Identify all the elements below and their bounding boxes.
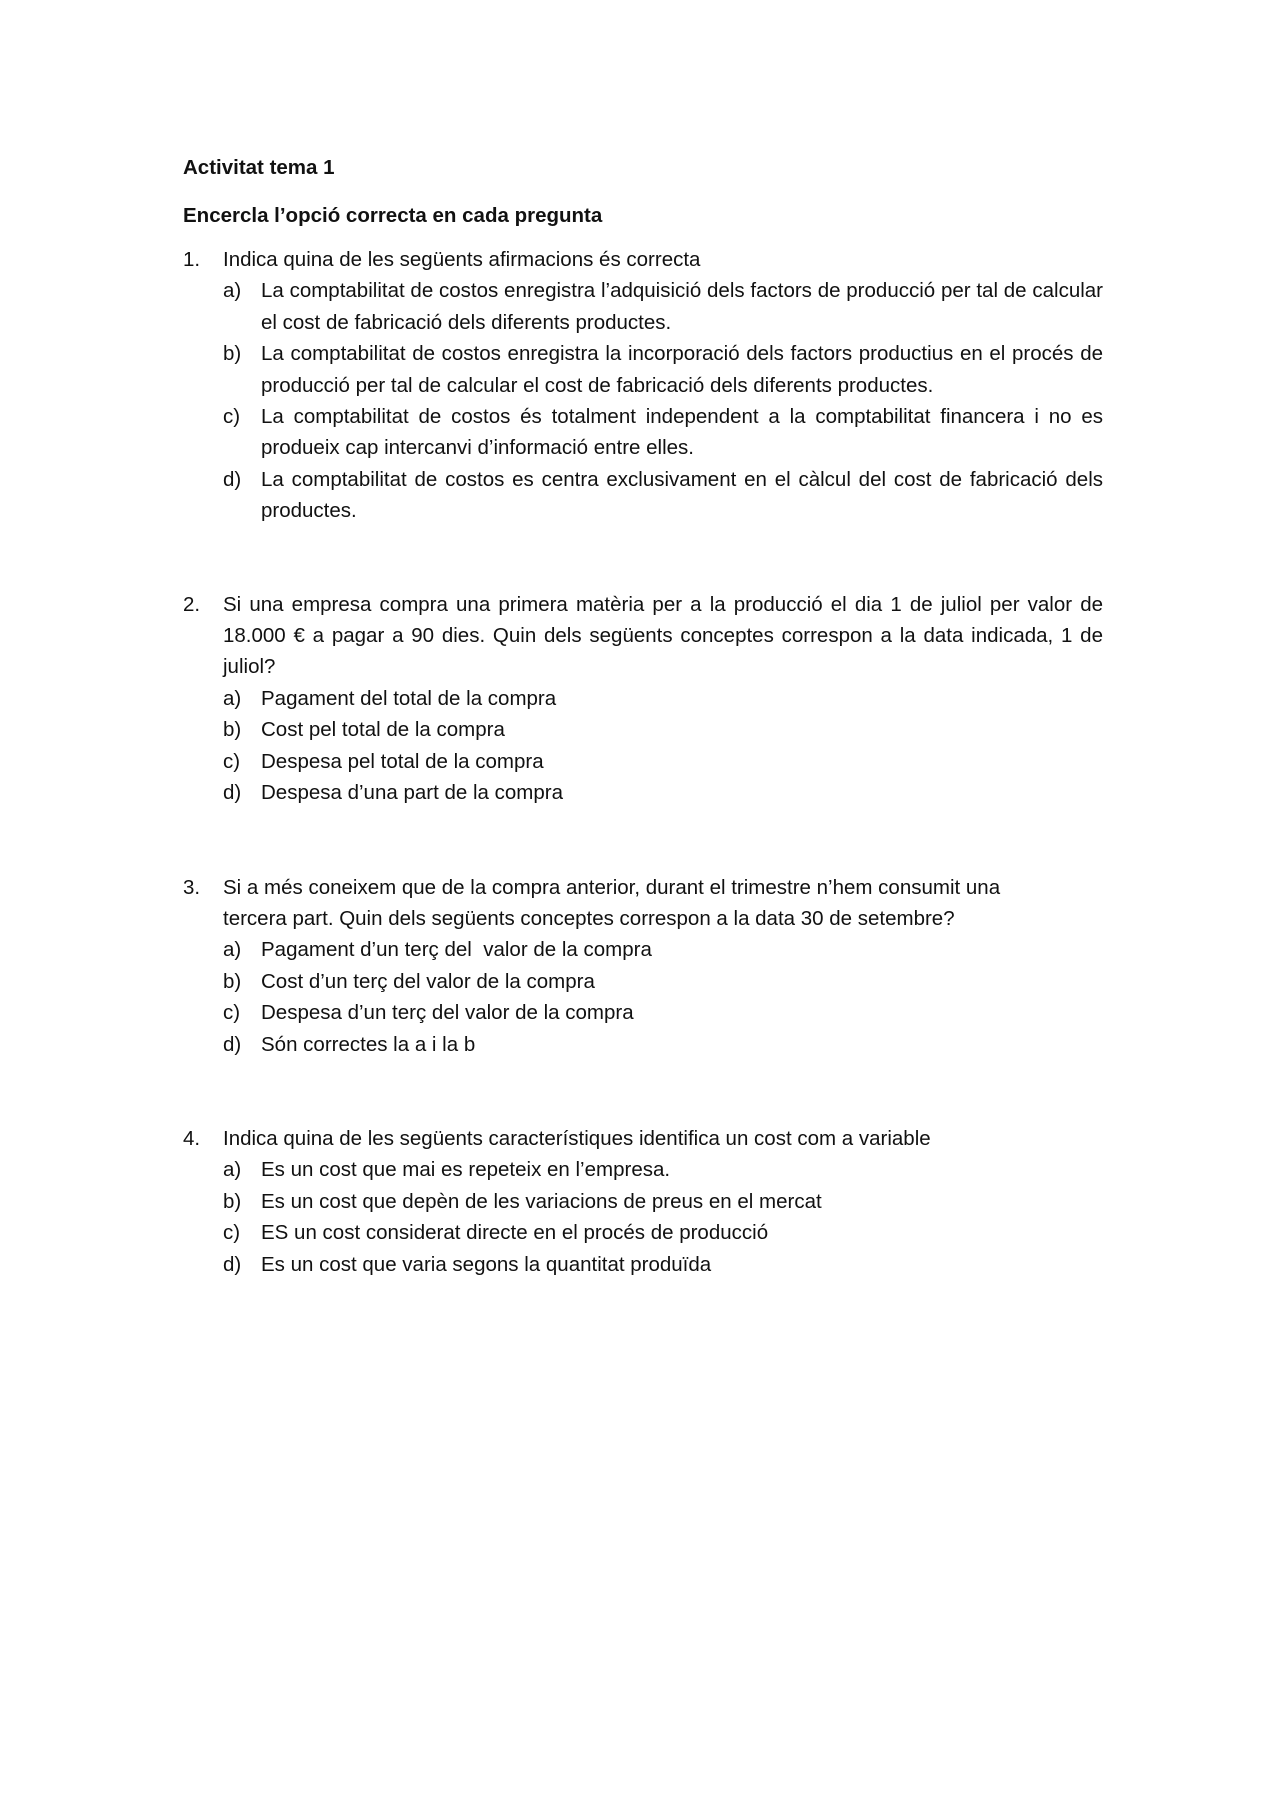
answer-option[interactable] bbox=[223, 777, 1103, 808]
option-text: Es un cost que depèn de les variacions de preus en el mercat bbox=[261, 1189, 822, 1213]
answer-option[interactable] bbox=[223, 275, 1103, 338]
question-number: 3. bbox=[183, 875, 201, 899]
option-text: Despesa d’una part de la compra bbox=[261, 781, 563, 805]
option-letter: a) bbox=[223, 1158, 242, 1182]
answer-option[interactable] bbox=[223, 1217, 1103, 1248]
option-letter: b) bbox=[223, 718, 242, 742]
option-letter: c) bbox=[223, 405, 241, 429]
question-1 bbox=[183, 244, 1103, 527]
question-body bbox=[223, 872, 1103, 1060]
answer-option[interactable] bbox=[223, 997, 1103, 1028]
question-4 bbox=[183, 1123, 1103, 1280]
option-letter: b) bbox=[223, 969, 242, 993]
option-letter: b) bbox=[223, 1189, 242, 1213]
option-text: La comptabilitat de costos és totalment independent a la comptabilitat financera i no es produeix cap intercanvi d’informació entre elles. bbox=[261, 405, 1103, 460]
option-text: Despesa d’un terç del valor de la compra bbox=[261, 1001, 634, 1025]
answer-option[interactable] bbox=[223, 1154, 1103, 1185]
option-text: Pagament del total de la compra bbox=[261, 686, 557, 710]
option-letter: a) bbox=[223, 686, 242, 710]
answer-option[interactable] bbox=[223, 464, 1103, 527]
question-number: 1. bbox=[183, 248, 201, 271]
option-text: Pagament d’un terç del valor de la compra bbox=[261, 938, 652, 962]
question-2 bbox=[183, 589, 1103, 809]
question-text: Si una empresa compra una primera matèria per a la producció el dia 1 de juliol per valor de 18.000 € a pagar a 90 dies. Quin dels següents conceptes correspon a la data indicada, 1 de juliol? bbox=[223, 592, 1103, 679]
option-letter: d) bbox=[223, 781, 242, 805]
question-3 bbox=[183, 872, 1103, 1060]
answer-option[interactable] bbox=[223, 683, 1103, 714]
option-letter: d) bbox=[223, 1032, 242, 1056]
option-letter: b) bbox=[223, 342, 242, 366]
answer-option[interactable] bbox=[223, 966, 1103, 997]
answer-option[interactable] bbox=[223, 934, 1103, 965]
option-text: ES un cost considerat directe en el procés de producció bbox=[261, 1221, 769, 1245]
answer-option[interactable] bbox=[223, 1249, 1103, 1280]
document-instruction: Encercla l’opció correcta en cada pregunta bbox=[183, 204, 603, 227]
option-text: Es un cost que varia segons la quantitat produïda bbox=[261, 1252, 712, 1276]
option-text: Despesa pel total de la compra bbox=[261, 749, 544, 773]
question-text: Indica quina de les següents característiques identifica un cost com a variable bbox=[223, 1126, 931, 1150]
question-body bbox=[223, 1123, 1103, 1280]
option-text: La comptabilitat de costos enregistra la incorporació dels factors productius en el procés de producció per tal de calcular el cost de fabricació dels diferents productes. bbox=[261, 342, 1103, 397]
answer-option[interactable] bbox=[223, 338, 1103, 401]
option-text: La comptabilitat de costos enregistra l’adquisició dels factors de producció per tal de calcular el cost de fabricació dels diferents productes. bbox=[261, 279, 1103, 334]
question-number: 2. bbox=[183, 592, 201, 616]
option-text: Cost d’un terç del valor de la compra bbox=[261, 969, 595, 993]
question-text: Si a més coneixem que de la compra anterior, durant el trimestre n’hem consumit una tercera part. Quin dels següents conceptes correspon a la data 30 de setembre? bbox=[223, 875, 1001, 930]
option-letter: a) bbox=[223, 279, 242, 303]
answer-option[interactable] bbox=[223, 401, 1103, 464]
option-letter: c) bbox=[223, 1001, 241, 1025]
question-body bbox=[223, 244, 1103, 527]
option-text: La comptabilitat de costos es centra exclusivament en el càlcul del cost de fabricació dels productes. bbox=[261, 467, 1103, 523]
question-body bbox=[223, 589, 1103, 809]
answer-option[interactable] bbox=[223, 1029, 1103, 1060]
option-text: Es un cost que mai es repeteix en l’empresa. bbox=[261, 1158, 671, 1182]
question-number: 4. bbox=[183, 1126, 201, 1150]
option-letter: d) bbox=[223, 467, 242, 491]
question-text: Indica quina de les següents afirmacions és correcta bbox=[223, 248, 701, 271]
answer-option[interactable] bbox=[223, 746, 1103, 777]
document-content bbox=[183, 152, 1103, 1280]
option-text: Són correctes la a i la b bbox=[261, 1032, 476, 1056]
option-letter: a) bbox=[223, 938, 242, 962]
option-text: Cost pel total de la compra bbox=[261, 718, 505, 742]
option-letter: c) bbox=[223, 749, 241, 773]
document-title: Activitat tema 1 bbox=[183, 156, 335, 179]
answer-option[interactable] bbox=[223, 714, 1103, 745]
option-letter: c) bbox=[223, 1221, 241, 1245]
answer-option[interactable] bbox=[223, 1186, 1103, 1217]
option-letter: d) bbox=[223, 1252, 242, 1276]
